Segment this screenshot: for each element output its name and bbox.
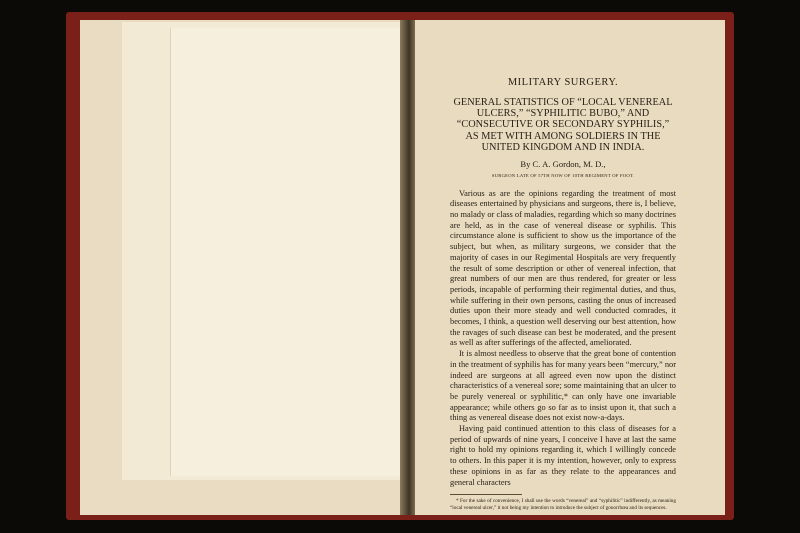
paragraph: It is almost needless to observe that the great bone of contention in the treatment of syphilis has for many years been “mercury,” nor indeed are surgeons at all agreed even now upon the distinct characteristics of a venereal sore; some maintaining that an ulcer to be purely venereal or syphilitic,* can only have one invariable appearance; while others go so far as to insist upon it, that such a thing as venereal disease does not exist now-a-days. [450, 349, 676, 423]
author-affiliation: SURGEON LATE OF 57TH NOW OF 10TH REGIMENT OF FOOT. [491, 172, 635, 178]
author-byline: By C. A. Gordon, M. D., [520, 159, 606, 170]
paragraph: Various as are the opinions regarding the treatment of most diseases entertained by physicians and surgeons, there is, I believe, no malady or class of maladies, regarding which so many doctrines are held, as in the case of venereal disease or syphilis. This circumstance alone is sufficient to show us the importance of the subject, but when, as military surgeons, we consider that the majority of cases in our Regimental Hospitals are very frequently the result of some description or other of venereal infection, that great numbers of our men are thus rendered, for greater or less periods, incapable of performing their regimental duties, and thus, while suffering in their own persons, casting the onus of increased duties upon their more steady and well conducted comrades, it becomes, I think, a question well deserving our best attention, how the ravages of such disease can best be moderated, and the present as well as after sufferings of the affected, ameliorated. [450, 188, 676, 348]
paragraph: Having paid continued attention to this class of diseases for a period of upwards of nine years, I conceive I have at last the same right to hold my opinions regarding it, which I willingly concede to others. In this paper it is my intention, however, only to express these opinions in as far as they relate to the appearances and general characters [450, 424, 676, 487]
footnote-divider [450, 494, 522, 495]
footnote: * For the sake of convenience, I shall use the words “venereal” and “syphilitic” indifferently, as meaning “local venereal ulcer,” it not being my intention to introduce the subject of gonorrhœa and its sequences. [450, 498, 676, 511]
article-text-block [450, 78, 676, 511]
blank-verso-page [170, 28, 407, 476]
running-head: MILITARY SURGERY. [507, 77, 619, 88]
article-title: GENERAL STATISTICS OF “LOCAL VENEREAL ULCERS,” “SYPHILITIC BUBO,” AND “CONSECUTIVE OR SECONDARY SYPHILIS,” AS MET WITH AMONG SOLDIERS IN THE UNITED KINGDOM AND IN INDIA. [453, 96, 673, 153]
